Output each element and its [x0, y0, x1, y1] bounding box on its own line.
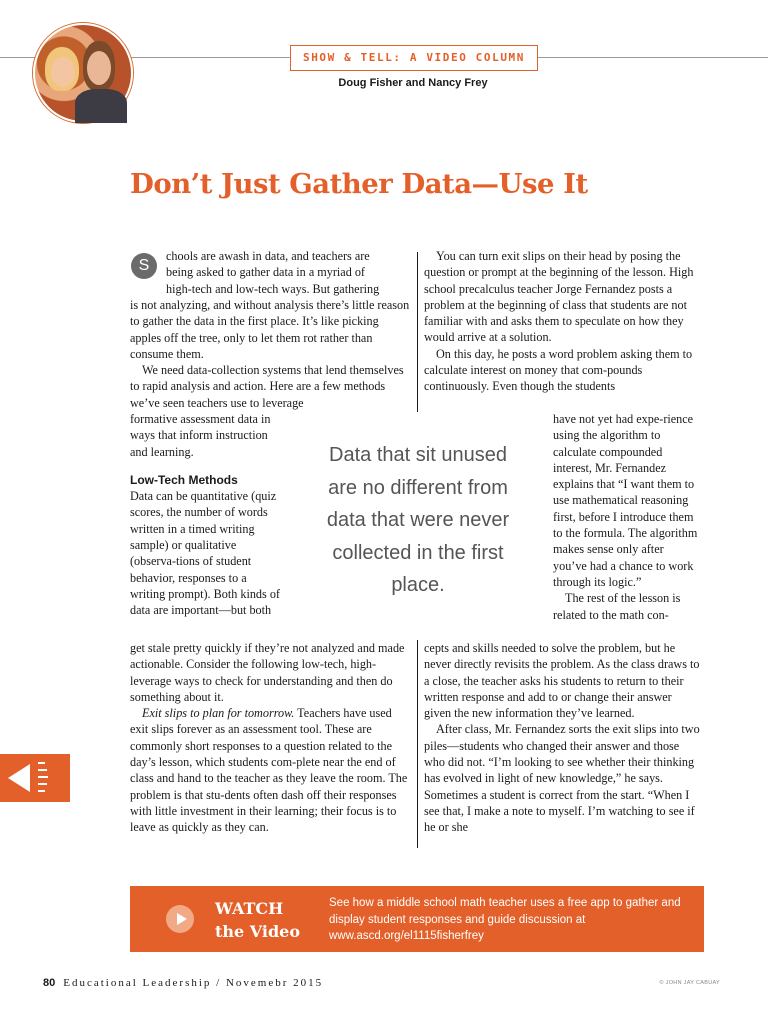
paragraph: is not analyzing, and without analysis there’s little reason to gather the data in the first place. It’s like picking apples off the tree, only to let them rot rather than consume them. — [130, 298, 410, 361]
left-column-top — [130, 297, 410, 411]
right-column-top — [424, 248, 698, 395]
text-line: high-tech and low-tech ways. But gathering — [166, 281, 380, 296]
article-title: Don’t Just Gather Data—Use It — [130, 168, 588, 200]
paragraph — [130, 705, 410, 835]
paragraph: You can turn exit slips on their head by posing the question or prompt at the beginning of the lesson. High school precalculus teacher Jorge Fernandez posts a problem at the beginning of class that students are not familiar with and asks them to speculate on how they would arrive at a solution. — [424, 249, 694, 345]
run-in-heading: Exit slips to plan for tomorrow. — [142, 706, 295, 721]
left-column-narrow — [130, 411, 280, 619]
pull-quote: Data that sit unused are no different from data that were never collected in the first place. — [326, 444, 510, 596]
watch-label-line: WATCH — [215, 899, 284, 918]
byline: Doug Fisher and Nancy Frey — [338, 77, 488, 89]
intro-lines — [166, 248, 410, 297]
column-rule — [417, 252, 418, 412]
text-line: being asked to gather data in a myriad of — [166, 265, 365, 280]
right-column-narrow — [553, 411, 699, 623]
left-column-bottom — [130, 640, 410, 836]
paragraph: After class, Mr. Fernandez sorts the exit slips into two piles—students who changed their answer and those who did not. “I’m looking to see whether their thinking has evolved in light of new knowledge,” he says. Sometimes a student is correct from the start. “When I see that, I make a note to myself. I’m watching to see if he or she — [424, 722, 700, 835]
watch-label-line: the Video — [215, 922, 301, 941]
watch-video-label[interactable] — [215, 897, 315, 943]
text-line: chools are awash in data, and teachers are — [166, 249, 370, 263]
photo-credit: © JOHN JAY CABUAY — [659, 980, 720, 986]
drop-cap: S — [131, 253, 157, 279]
play-icon[interactable] — [166, 905, 194, 933]
watch-video-description[interactable]: See how a middle school math teacher uses a free app to gather and display student responses and guide discussion at www.ascd.org/el1115fisherfrey — [329, 897, 681, 942]
paragraph: We need data-collection systems that lend themselves to rapid analysis and action. Here are a few methods we’ve seen teachers use to leverage — [130, 363, 404, 410]
publication-name: Educational Leadership / Novemebr 2015 — [63, 977, 324, 989]
section-heading: Low-Tech Methods — [130, 472, 238, 487]
page-number: 80 — [43, 977, 56, 989]
paragraph: cepts and skills needed to solve the problem, but he never directly revisits the problem. As the class draws to a close, the teacher asks his students to return to their written response and add to or change their answer given the new information they’ve learned. — [424, 641, 700, 721]
paragraph: Data can be quantitative (quiz scores, the number of words written in a timed writing sample) or qualitative (observa-tions of student behavior, responses to a writing prompt). Both kinds of data are important—but both — [130, 489, 280, 618]
paragraph-text: Teachers have used exit slips forever as an assessment tool. These are commonly short responses to a question related to the day’s lesson, which students com-plete near the end of class and hand to the teacher as they leave the room. The problem is that stu-dents often dash off their responses with little investment in their learning; their focus is to leave as quickly as they can. — [130, 706, 408, 835]
column-tag: SHOW & TELL: A VIDEO COLUMN — [290, 45, 538, 71]
paragraph: get stale pretty quickly if they’re not analyzed and made actionable. Consider the following low-tech, high-leverage ways to check for understanding and then do something about it. — [130, 641, 405, 704]
author-photo — [33, 23, 133, 123]
page-footer — [43, 977, 323, 989]
speaker-icon — [0, 754, 70, 802]
column-rule — [417, 640, 418, 848]
video-column-marker — [0, 754, 70, 802]
paragraph: have not yet had expe-rience using the algorithm to calculate compounded interest, Mr. Fernandez explains that “I want them to use mathematical reasoning first, before I introduce them to the formula. The algorithm makes sense only after you’ve had a chance to work through its logic.” — [553, 412, 698, 589]
paragraph: On this day, he posts a word problem asking them to calculate interest on money that com-pounds continuously. Even though the students — [424, 346, 693, 394]
paragraph: The rest of the lesson is related to the math con- — [553, 591, 681, 622]
paragraph: formative assessment data in ways that inform instruction and learning. — [130, 412, 271, 459]
right-column-bottom — [424, 640, 700, 836]
